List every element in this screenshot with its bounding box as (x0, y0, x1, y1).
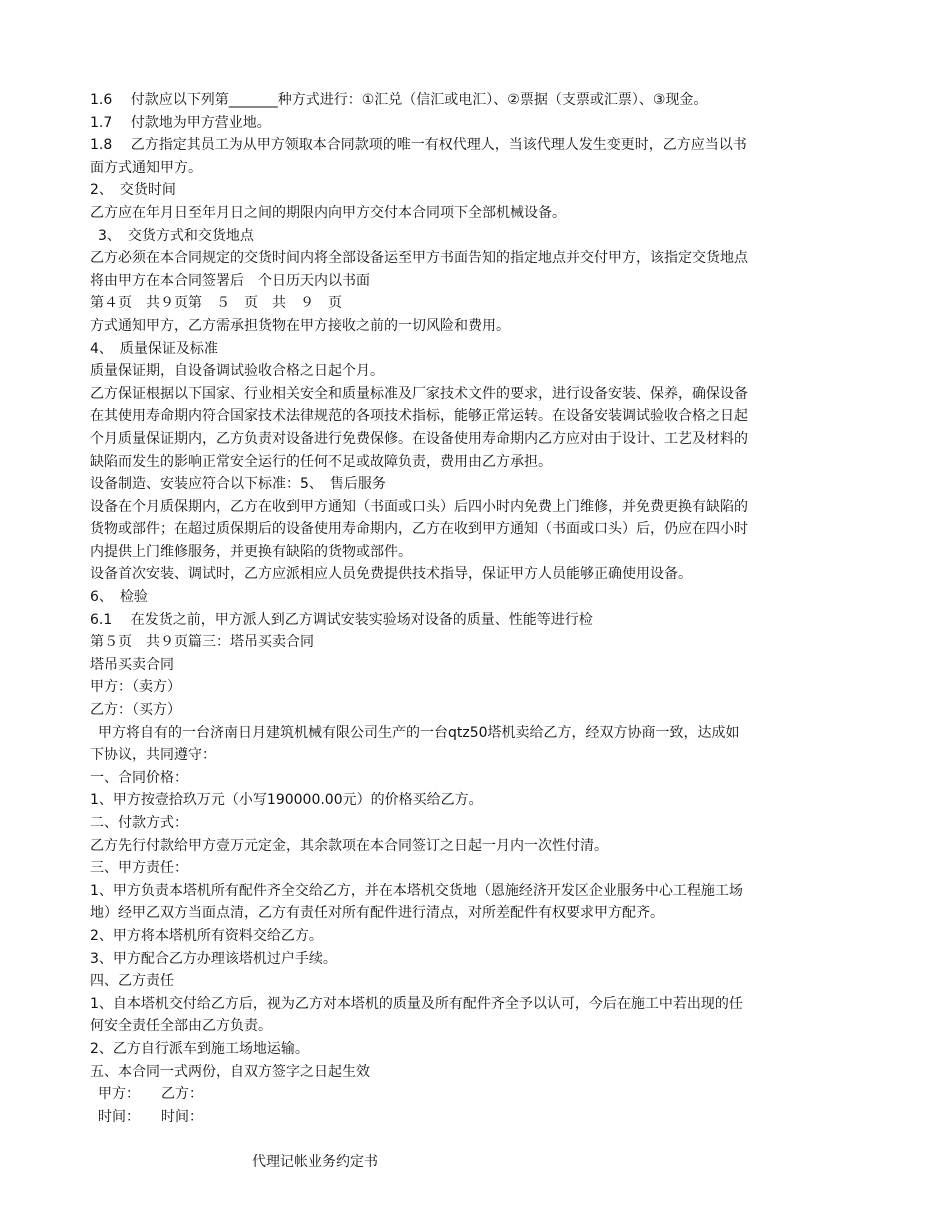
quality-period: 质量保证期，自设备调试验收合格之日起个月。 (90, 363, 384, 380)
section-delivery-time: 2、 交货时间 (90, 182, 176, 199)
after-sales-text-2: 货物或部件；在超过质保期后的设备使用寿命期内，乙方在收到甲方通知（书面或口头）后，仍应在四小时 (90, 521, 748, 538)
section-inspection: 6、 检验 (90, 589, 148, 606)
party-a-duty-3: 3、甲方配合乙方办理该塔机过户手续。 (90, 950, 337, 967)
next-document-title: 代理记帐业务约定书 (252, 1153, 378, 1170)
party-b-duty-1: 1、自本塔机交付给乙方后，视为乙方对本塔机的质量及所有配件齐全予以认可，今后在施工中若出现的任 (90, 995, 743, 1012)
delivery-time-text: 乙方应在年月日至年月日之间的期限内向甲方交付本合同项下全部机械设备。 (90, 204, 566, 221)
delivery-method-text-3: 方式通知甲方，乙方需承担货物在甲方接收之前的一切风险和费用。 (90, 317, 510, 334)
after-sales-text-3: 内提供上门维修服务，并更换有缺陷的货物或部件。 (90, 543, 412, 560)
intro-text-2: 下协议，共同遵守： (90, 747, 216, 764)
delivery-method-text-1: 乙方必须在本合同规定的交货时间内将全部设备运至甲方书面告知的指定地点并交付甲方，该指定交货地点 (90, 250, 748, 267)
section-delivery-method: 3、 交货方式和交货地点 (98, 227, 254, 244)
signature-parties: 甲方： 乙方： (98, 1086, 203, 1103)
section-quality: 4、 质量保证及标准 (90, 340, 218, 357)
party-a-duty-2: 2、甲方将本塔机所有资料交给乙方。 (90, 927, 323, 944)
party-a: 甲方：（卖方） (90, 679, 181, 696)
party-a-duty-1: 1、甲方负责本塔机所有配件齐全交给乙方，并在本塔机交货地（恩施经济开发区企业服务中心工程施工场 (90, 882, 743, 899)
section-party-a-duty: 三、甲方责任： (90, 860, 188, 877)
section-after-sales: 设备制造、安装应符合以下标准：5、 售后服务 (90, 476, 386, 493)
clause-6-1: 6.1 在发货之前，甲方派人到乙方调试安装实验场对设备的质量、性能等进行检 (90, 611, 593, 628)
clause-1-6: 1.6 付款应以下列第_______种方式进行：①汇兑（信汇或电汇）、②票据（支票或汇票）、③现金。 (90, 92, 708, 108)
section-payment: 二、付款方式： (90, 815, 188, 831)
intro-text-1: 甲方将自有的一台济南日月建筑机械有限公司生产的一台qtz50塔机卖给乙方，经双方协商一致，达成如 (98, 724, 740, 741)
signature-dates: 时间： 时间： (98, 1108, 203, 1125)
document-page (90, 89, 870, 1174)
party-b-duty-1-cont: 何安全责任全部由乙方负责。 (90, 1018, 272, 1035)
spacer (90, 1128, 870, 1151)
clause-1-8-cont: 面方式通知甲方。 (90, 159, 202, 176)
page-footer-4: 第４页 共９页第 ５ 页 共 ９ 页 (90, 295, 342, 312)
party-b-duty-2: 2、乙方自行派车到施工场地运输。 (90, 1040, 309, 1057)
page-footer-5: 第５页 共９页篇三：塔吊买卖合同 (90, 634, 314, 651)
quality-text-1: 乙方保证根据以下国家、行业相关安全和质量标准及厂家技术文件的要求，进行设备安装、保养，确保设备 (90, 385, 748, 402)
contract-title: 塔吊买卖合同 (90, 656, 174, 673)
party-b: 乙方：（买方） (90, 702, 181, 719)
party-a-duty-1-cont: 地）经甲乙双方当面点清，乙方有责任对所有配件进行清点，对所差配件有权要求甲方配齐。 (90, 905, 664, 922)
quality-text-4: 缺陷而发生的影响正常安全运行的任何不足或故障负责，费用由乙方承担。 (90, 453, 552, 470)
section-party-b-duty: 四、乙方责任 (90, 973, 174, 990)
quality-text-2: 在其使用寿命期内符合国家技术法律规范的各项技术指标，能够正常运转。在设备安装调试验收合格之日起 (90, 408, 748, 425)
payment-text: 乙方先行付款给甲方壹万元定金，其余款项在本合同签订之日起一月内一次性付清。 (90, 837, 608, 854)
clause-1-7: 1.7 付款地为甲方营业地。 (90, 114, 271, 131)
section-effective: 五、本合同一式两份，自双方签字之日起生效 (90, 1063, 370, 1080)
quality-text-3: 个月质量保证期内，乙方负责对设备进行免费保修。在设备使用寿命期内乙方应对由于设计、工艺及材料的 (90, 430, 748, 447)
after-sales-text-4: 设备首次安装、调试时，乙方应派相应人员免费提供技术指导，保证甲方人员能够正确使用设备。 (90, 566, 692, 583)
after-sales-text-1: 设备在个月质保期内，乙方在收到甲方通知（书面或口头）后四小时内免费上门维修，并免费更换有缺陷的 (90, 498, 748, 515)
price-text: 1、甲方按壹拾玖万元（小写190000.00元）的价格买给乙方。 (90, 792, 483, 809)
delivery-method-text-2: 将由甲方在本合同签署后 个日历天内以书面 (90, 272, 370, 289)
section-price: 一、合同价格： (90, 769, 188, 786)
clause-1-8: 1.8 乙方指定其员工为从甲方领取本合同款项的唯一有权代理人，当该代理人发生变更时，乙方应当以书 (90, 137, 747, 154)
